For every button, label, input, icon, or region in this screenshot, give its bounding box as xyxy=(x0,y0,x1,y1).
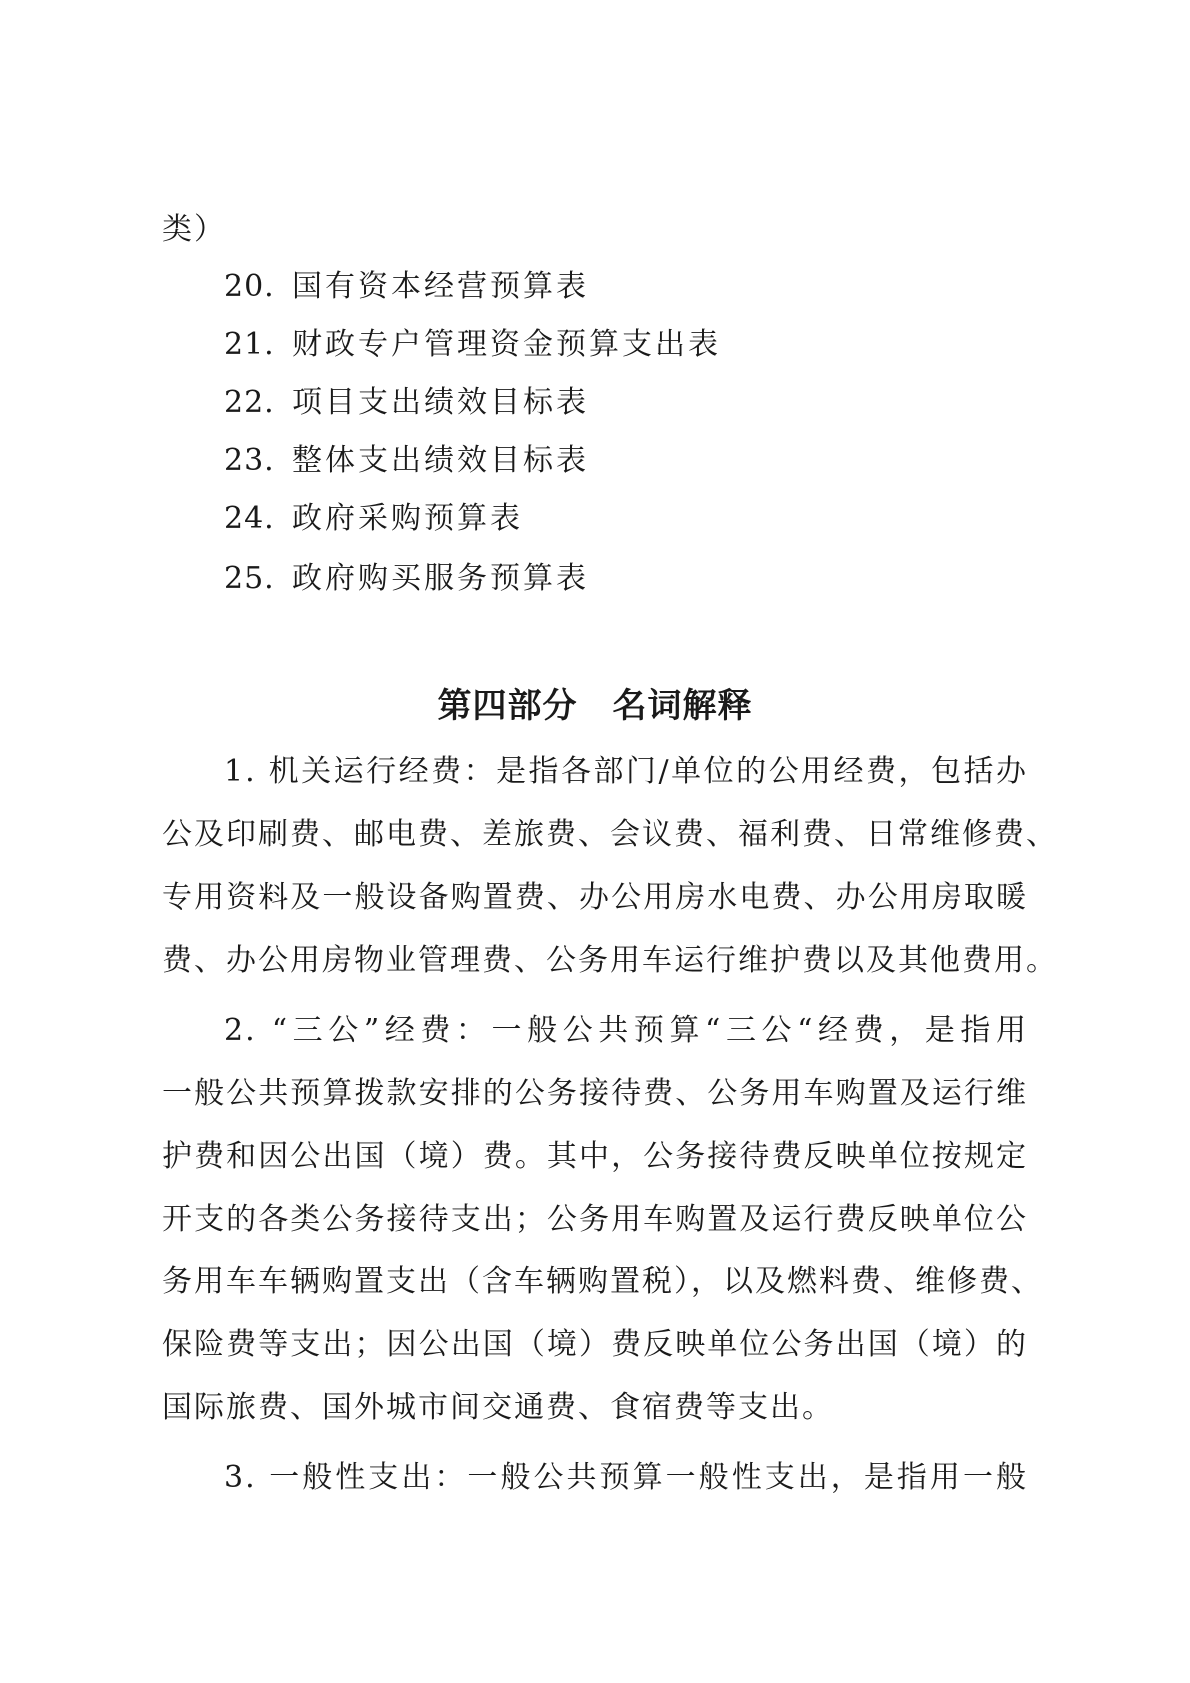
list-item-number: 23. xyxy=(224,443,275,478)
list-item-number: 25. xyxy=(224,561,275,596)
list-item-text: 项目支出绩效目标表 xyxy=(292,385,589,420)
definition-line: 国际旅费、国外城市间交通费、食宿费等支出。 xyxy=(162,1390,834,1425)
definition-line: 保险费等支出；因公出国（境）费反映单位公务出国（境）的 xyxy=(162,1327,1028,1362)
definition-line: 1. 机关运行经费：是指各部门/单位的公用经费，包括办 xyxy=(224,754,1028,789)
list-item-text: 整体支出绩效目标表 xyxy=(292,443,589,478)
section-heading: 第四部分 名词解释 xyxy=(437,686,753,726)
definition-line: 护费和因公出国（境）费。其中，公务接待费反映单位按规定 xyxy=(162,1139,1028,1174)
definition-line: 2. “三公”经费：一般公共预算“三公“经费，是指用 xyxy=(224,1013,1028,1048)
definition-line: 务用车车辆购置支出（含车辆购置税），以及燃料费、维修费、 xyxy=(162,1264,1043,1299)
list-item-number: 20. xyxy=(224,269,275,304)
list-item xyxy=(224,383,589,423)
list-item xyxy=(224,499,523,539)
continuation-text: 类） xyxy=(162,212,226,247)
list-item-number: 21. xyxy=(224,327,275,362)
definition-line: 开支的各类公务接待支出；公务用车购置及运行费反映单位公 xyxy=(162,1202,1028,1237)
list-item-number: 22. xyxy=(224,385,275,420)
definition-line: 费、办公用房物业管理费、公务用车运行维护费以及其他费用。 xyxy=(162,943,1058,978)
definition-line: 专用资料及一般设备购置费、办公用房水电费、办公用房取暖 xyxy=(162,880,1028,915)
definition-line: 公及印刷费、邮电费、差旅费、会议费、福利费、日常维修费、 xyxy=(162,817,1058,852)
list-item-number: 24. xyxy=(224,501,275,536)
definition-line: 3. 一般性支出：一般公共预算一般性支出，是指用一般 xyxy=(224,1460,1028,1495)
list-item xyxy=(224,325,721,365)
list-item xyxy=(224,441,589,481)
list-item-text: 政府购买服务预算表 xyxy=(292,561,589,596)
list-item-text: 政府采购预算表 xyxy=(292,501,523,536)
list-item xyxy=(224,559,589,599)
list-item xyxy=(224,267,589,307)
list-item-text: 国有资本经营预算表 xyxy=(292,269,589,304)
list-item-text: 财政专户管理资金预算支出表 xyxy=(292,327,721,362)
definition-line: 一般公共预算拨款安排的公务接待费、公务用车购置及运行维 xyxy=(162,1076,1028,1111)
